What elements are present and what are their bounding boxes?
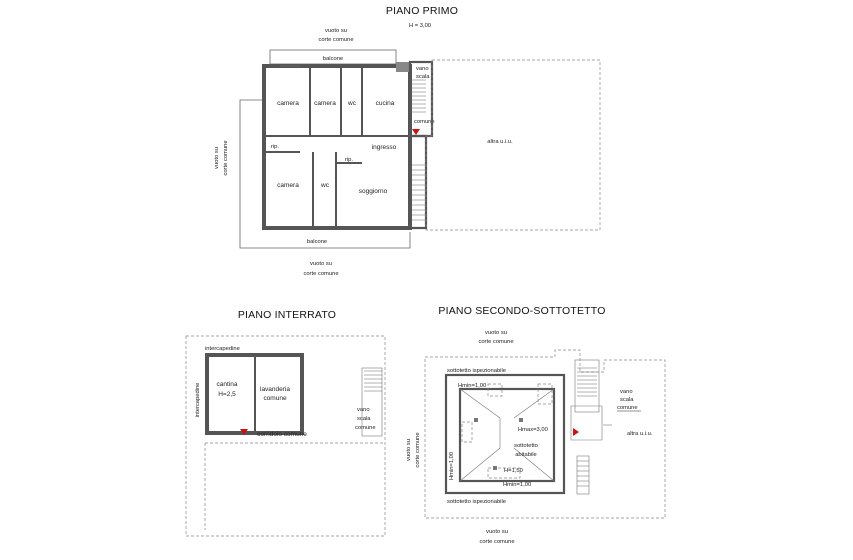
sottotetto-stair-steps — [577, 368, 597, 396]
courtyard-bottom-label-1: vuoto su — [310, 261, 332, 267]
sottotetto-landing — [571, 406, 602, 440]
dashed-box-top-right — [538, 384, 552, 404]
intercapedine-top-label: intercapedine — [205, 346, 240, 352]
piano-primo-title: PIANO PRIMO — [385, 5, 459, 17]
courtyard-bottom-label-2: corte comune — [303, 271, 339, 277]
chimney-marker-2 — [519, 418, 523, 422]
corridoio-label: corridoio comune — [257, 431, 307, 438]
sottotetto-courtyard-left-1: vuoto su — [406, 439, 412, 461]
lavanderia-label-1: lavanderia — [260, 386, 290, 393]
courtyard-top-label-2: corte comune — [318, 37, 354, 43]
cantina-height-label: H=2,5 — [218, 391, 236, 398]
sottotetto-ispez-bottom-label: sottotetto ispezionabile — [447, 499, 506, 505]
camera-3-label: camera — [277, 182, 299, 189]
altra-uiu-outline — [426, 60, 600, 230]
chimney-marker-1 — [474, 418, 478, 422]
comune-label: comune — [414, 119, 435, 125]
sottotetto-ispez-top-label: sottotetto ispezionabile — [447, 368, 506, 374]
chimney-marker-3 — [493, 466, 497, 470]
roof-hip-line-2 — [514, 389, 554, 418]
courtyard-left-label-1: vuoto su — [214, 147, 220, 169]
courtyard-left-label-2: corte comune — [223, 140, 229, 176]
piano-primo-plan — [214, 5, 600, 277]
scala-label: scala — [416, 74, 430, 80]
sottotetto-courtyard-top-2: corte comune — [478, 339, 514, 345]
balcony-bottom-label: balcone — [306, 239, 328, 245]
attic-wall — [446, 375, 564, 493]
wc-2-label: wc — [321, 182, 329, 189]
roof-hip-line-1 — [460, 389, 500, 418]
stair-steps-top — [410, 80, 426, 112]
piano-interrato-plan — [186, 309, 385, 536]
sottotetto-vano-label: vano — [620, 389, 633, 395]
sottotetto-entrance-arrow-icon — [573, 428, 579, 436]
rip-1-label: rip. — [270, 144, 280, 150]
abitabile-label-2: abitabile — [515, 452, 537, 458]
camera-2-label: camera — [314, 100, 336, 107]
piano-interrato-title: PIANO INTERRATO — [237, 309, 337, 321]
sottotetto-courtyard-top-1: vuoto su — [485, 330, 507, 336]
soggiorno-label: soggiorno — [358, 188, 388, 195]
sottotetto-courtyard-bottom-2: corte comune — [479, 539, 515, 545]
dashed-box-left — [462, 422, 472, 442]
h150-label: H=1,50 — [504, 468, 523, 474]
piano-secondo-plan — [406, 305, 665, 545]
sottotetto-courtyard-left-2: corte comune — [415, 432, 421, 468]
rip-2-label: rip. — [344, 157, 354, 163]
hmin-top-label: Hmin=1,00 — [458, 383, 487, 389]
hmin-bottom-label: Hmin=1,00 — [503, 482, 532, 488]
sottotetto-scala-label: scala — [620, 397, 634, 403]
interrato-scala-label: scala — [357, 416, 371, 422]
cucina-label: cucina — [375, 100, 395, 107]
cantina-label: cantina — [216, 381, 238, 388]
stair-pillar — [396, 62, 410, 72]
sottotetto-altra-label: altra u.i.u. — [627, 431, 653, 437]
entrance-arrow-icon — [412, 129, 420, 135]
piano-secondo-title: PIANO SECONDO-SOTTOTETTO — [438, 305, 606, 317]
piano-primo-height: H = 3,00 — [408, 23, 432, 29]
abitabile-label-1: sottotetto — [514, 443, 538, 449]
balcony-top-label: balcone — [322, 56, 344, 62]
roof-hip-line-3 — [460, 448, 500, 481]
sottotetto-comune-label: comune — [617, 405, 638, 411]
camera-1-label: camera — [277, 100, 299, 107]
sottotetto-lower-steps — [577, 461, 589, 486]
altra-uiu-label: altra u.i.u. — [487, 139, 513, 145]
ingresso-label: ingresso — [371, 144, 397, 151]
interrato-comune-label: comune — [355, 425, 376, 431]
stair-steps-bottom — [412, 165, 426, 220]
sottotetto-lower-stair — [577, 456, 589, 494]
hmax-label: Hmax=3,00 — [518, 427, 548, 433]
lavanderia-label-2: comune — [263, 395, 287, 402]
vano-label: vano — [416, 66, 429, 72]
wc-1-label: wc — [348, 100, 356, 107]
sottotetto-courtyard-bottom-1: vuoto su — [486, 529, 508, 535]
hmin-left-label: Hmin=1,00 — [449, 451, 455, 481]
intercapedine-side-label: intercapedine — [195, 382, 201, 418]
ingresso-wall — [410, 136, 426, 228]
interrato-vano-label: vano — [357, 407, 370, 413]
courtyard-top-label-1: vuoto su — [325, 28, 347, 34]
interrato-stair-steps — [364, 371, 382, 391]
